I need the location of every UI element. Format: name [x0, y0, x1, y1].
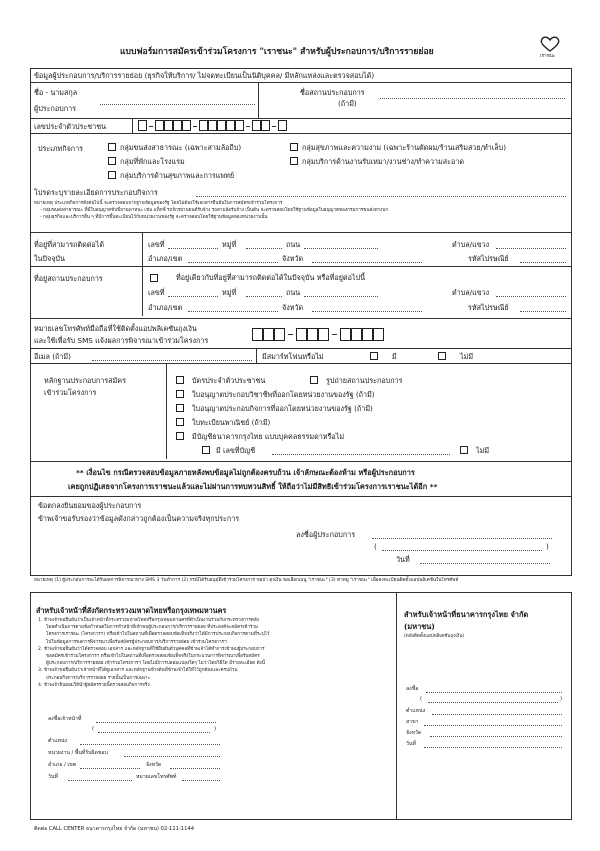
bank-branch-field[interactable]: [424, 725, 562, 726]
officer-date-field[interactable]: [68, 780, 132, 781]
officer-item: ประกอบกิจการ/บริการรายย่อย รายนั้นเป็นการเฉพาะ: [46, 675, 150, 681]
smartphone-yes-checkbox[interactable]: [370, 352, 378, 360]
officer-agency-field[interactable]: [124, 756, 220, 757]
ev-bank-checkbox[interactable]: [176, 432, 184, 440]
id-digit-box[interactable]: [278, 120, 287, 131]
email-field[interactable]: [92, 360, 252, 361]
email-label: อีเมล (ถ้ามี): [34, 352, 71, 361]
bank-branch-label: สาขา: [406, 719, 419, 725]
bank-province-label: จังหวัด: [406, 730, 422, 736]
id-label: เลขประจำตัวประชาชน: [34, 122, 106, 131]
warning-line-2: เคยถูกปฏิเสธจากโครงการเราชนะแล้วและไม่ผ่านการทบทวนสิทธิ์ ให้ถือว่าไม่มีสิทธิเข้าร่วมโครงการเราชนะได้อีก **: [68, 482, 438, 491]
bt-transport-checkbox[interactable]: [108, 143, 116, 151]
bank-yes-label: มี เลขที่บัญชี: [216, 446, 256, 455]
bank-no-label: ไม่มี: [476, 446, 490, 455]
bt-beauty-label: กลุ่มสุขภาพและความงาม (เฉพาะร้านตัดผม/ร้านเสริมสวย/ทำเล็บ): [302, 143, 507, 152]
phone-digit-box[interactable]: [307, 328, 318, 341]
officer-position-label: ตำแหน่ง: [48, 738, 68, 744]
id-digit-box[interactable]: [164, 120, 173, 131]
officer-phone-label: หมายเลขโทรศัพท์: [136, 774, 177, 780]
contact-address-label-2: ในปัจจุบัน: [34, 254, 65, 263]
ev-bank-question: มีบัญชีธนาคารกรุงไทย แบบบุคคลธรรมดาหรือไม่: [192, 432, 345, 441]
id-digit-box[interactable]: [155, 120, 164, 131]
bank-province-field[interactable]: [430, 736, 562, 737]
heart-logo-icon: [540, 36, 560, 52]
ev-license-prof-checkbox[interactable]: [176, 390, 184, 398]
ba-province-label: จังหวัด: [282, 303, 304, 312]
ev-id-card-checkbox[interactable]: [176, 376, 184, 384]
id-digit-separator: [246, 126, 250, 127]
bt-health-label: กลุ่มบริการด้านสุขภาพและการแพทย์: [120, 171, 235, 180]
officer-item: ไปในข้อมูลการขอการพิจารณาเพื่อรับสมัครผู้ประกอบการ/บริการรายย่อย เข้าร่วมโครงการฯ: [46, 639, 227, 645]
shop-name-label: ชื่อสถานประกอบการ: [300, 88, 365, 97]
id-digit-box[interactable]: [138, 120, 147, 131]
consent-heading: ข้อตกลงยินยอมของผู้ประกอบการ: [38, 501, 142, 510]
officer-item: โครงการเราชนะ (โครงการฯ) หรือเข้าไปในสถานที่เพื่อตรวจสอบข้อเท็จจริงว่าได้มีการประกอบกิจการตามที่ระบุไว้: [46, 632, 270, 638]
phone-digit-box[interactable]: [318, 328, 329, 341]
ca-no-label: เลขที่: [148, 240, 165, 249]
id-digit-box[interactable]: [173, 120, 182, 131]
id-digit-box[interactable]: [182, 120, 191, 131]
phone-digit-separator: [288, 334, 293, 335]
smartphone-yes-label: มี: [392, 352, 397, 361]
officer-item: 3. ข้าพเจ้าขอยืนยันว่าเจ้าหน้าที่ได้ดูเอกสาร และหลักฐานข้างต้นที่ข้าพเจ้าได้ให้ไว้ถูกต้องและครบถ้วน: [38, 668, 238, 674]
id-digit-box[interactable]: [226, 120, 235, 131]
consent-date-field[interactable]: [420, 563, 550, 564]
officer-agency-label: หน่วยงาน / พื้นที่รับผิดชอบ: [48, 750, 108, 756]
ca-moo-label: หมู่ที่: [222, 240, 237, 249]
bt-transport-label: กลุ่มขนส่งสาธารณะ (เฉพาะสามล้อถีบ): [120, 143, 242, 152]
bank-paren-right: ): [560, 696, 563, 702]
id-digit-separator: [149, 126, 153, 127]
ca-district-label: อำเภอ/เขต: [148, 254, 183, 263]
name-label: ชื่อ - นามสกุล: [34, 88, 78, 97]
phone-digit-box[interactable]: [351, 328, 362, 341]
smartphone-no-checkbox[interactable]: [438, 352, 446, 360]
phone-digit-separator: [332, 334, 337, 335]
bank-date-label: วันที่: [406, 741, 416, 747]
ev-license-biz-label: ใบอนุญาตประกอบกิจการที่ออกโดยหน่วยงานของรัฐ (ถ้ามี): [192, 404, 373, 413]
describe-field[interactable]: [196, 196, 566, 197]
id-digit-box[interactable]: [199, 120, 208, 131]
officer-paren-left: (: [92, 726, 95, 732]
phone-digit-box[interactable]: [263, 328, 274, 341]
officer-item: ผู้ประกอบการ/บริการรายย่อย เข้าร่วมโครงการฯ โดยไม่มีการปลอมแปลงใดๆ ไม่ว่าโดยวิธีใด มีรายละเอียด ดังนี้: [46, 661, 265, 667]
shop-optional-label: (ถ้ามี): [338, 99, 357, 108]
name-field[interactable]: [100, 104, 255, 105]
contact-address-label: ที่อยู่ที่สามารถติดต่อได้: [34, 240, 105, 249]
bt-hotel-label: กลุ่มที่พักและโรงแรม: [120, 157, 185, 166]
id-digit-box[interactable]: [235, 120, 244, 131]
officer-item: ขอสมัครเข้าร่วมโครงการฯ หรือเข้าไปในสถานที่เพื่อตรวจสอบข้อเท็จจริงในกระบวนการพิจารณาเพื่อรับสมัคร: [46, 653, 260, 659]
ca-province-label: จังหวัด: [282, 254, 304, 263]
phone-digit-box[interactable]: [362, 328, 373, 341]
phone-digit-box[interactable]: [296, 328, 307, 341]
bank-yes-checkbox[interactable]: [202, 446, 210, 454]
consent-sign-field[interactable]: [372, 538, 552, 539]
officer-item: โดยดำเนินการตามข้อกำหนดในการทำหน้าที่เข้าพบผู้ประกอบการ/บริการรายย่อย ที่ประสงค์จะสมัครเข้าร่วม: [46, 625, 259, 631]
bank-position-label: ตำแหน่ง: [406, 708, 426, 714]
consent-paren-right: ): [546, 542, 549, 551]
describe-label: โปรดระบุรายละเอียดการประกอบกิจการ: [34, 188, 158, 197]
business-note-3: - กลุ่มธุรกิจและบริการอื่น ๆ ที่มีการขึ้นทะเบียนไว้กับหน่วยงานของรัฐ จะตรวจสอบโดยใช้ฐานข้อมูลของหน่วยงานนั้น: [40, 215, 268, 220]
ba-subdistrict-label: ตำบล/แขวง: [452, 288, 490, 297]
bank-sub: (หลังติดตั้งแอปพลิเคชันถุงเงิน): [404, 634, 465, 639]
consent-footnote: หมายเหตุ (1) ผู้ประกอบการจะได้รับผลการพิจารณาทาง SMS 3 วันทำการ (2) กรณีได้รับอนุมัติเข้าร่วมโครงการ ขอบ่า ดุงเงิน ขอเลือกเมนู "เราชนะ" (3) ค่าหมู "เราชนะ" เพื่อลงทะเบียนติดตั้งแอปพลิเคชันในโทรศัพท์: [34, 578, 459, 583]
id-digit-box[interactable]: [261, 120, 270, 131]
ba-road-label: ถนน: [286, 288, 301, 297]
bt-hotel-checkbox[interactable]: [108, 157, 116, 165]
smartphone-label: มีสมาร์ทโฟนหรือไม่: [262, 352, 324, 361]
callcenter-footer: ติดต่อ CALL CENTER ธนาคารกรุงไทย จำกัด (มหาชน) 02-111-1144: [34, 826, 194, 832]
ca-subdistrict-label: ตำบล/แขวง: [452, 240, 490, 249]
ev-photo-label: รูปถ่ายสถานประกอบการ: [326, 376, 403, 385]
business-note-1: หมายเหตุ ประเภทกิจการดังต่อไปนี้ จะตรวจสอบจากฐานข้อมูลของรัฐ โดยไม่ต้องใช้เอกสารยืนยันในการสมัครเข้าร่วมโครงการ: [34, 201, 283, 206]
evidence-label-2: เข้าร่วมโครงการ: [44, 388, 97, 397]
phone-digit-box[interactable]: [373, 328, 384, 341]
officer-date-label: วันที่: [48, 774, 58, 780]
phone-digit-box[interactable]: [340, 328, 351, 341]
officer-position-field[interactable]: [80, 744, 220, 745]
logo: [532, 36, 568, 64]
ev-id-card-label: บัตรประจำตัวประชาชน: [192, 376, 266, 385]
id-digit-separator: [272, 126, 276, 127]
phone-label: หมายเลขโทรศัพท์มือถือที่ใช้ติดตั้งแอปพลิเคชันถุงเงิน: [34, 324, 197, 333]
ca-postcode-label: รหัสไปรษณีย์: [468, 254, 509, 263]
evidence-label: หลักฐานประกอบการสมัคร: [44, 376, 126, 385]
id-digit-box[interactable]: [252, 120, 261, 131]
officer-district-label: อำเภอ / เขต: [48, 762, 77, 768]
phone-label-2: และใช้เพื่อรับ SMS แจ้งผลการพิจารณาเข้าร่วมโครงการ: [34, 336, 209, 345]
officer-heading: สำหรับเจ้าหน้าที่สังกัดกระทรวงมหาดไทยหรือกรุงเทพมหานคร: [36, 606, 227, 615]
bank-heading: สำหรับเจ้าหน้าที่ธนาคารกรุงไทย จำกัด: [404, 610, 529, 619]
ev-photo-checkbox[interactable]: [310, 376, 318, 384]
id-digit-box[interactable]: [217, 120, 226, 131]
ev-license-prof-label: ใบอนุญาตประกอบวิชาชีพที่ออกโดยหน่วยงานของรัฐ (ถ้ามี): [192, 390, 375, 399]
smartphone-no-label: ไม่มี: [460, 352, 474, 361]
ba-moo-label: หมู่ที่: [222, 288, 237, 297]
officer-item: 4. ข้าพเจ้ายินยอมให้นำผู้สมัครรายนี้ตรวจสอบกิจการจริง: [38, 682, 150, 688]
id-digit-separator: [193, 126, 197, 127]
ba-district-label: อำเภอ/เขต: [148, 303, 183, 312]
bank-position-field[interactable]: [432, 714, 562, 715]
ba-no-label: เลขที่: [148, 288, 165, 297]
logo-text: เราชนะ: [540, 54, 556, 59]
consent-paren-left: (: [374, 542, 377, 551]
same-address-label: ที่อยู่เดียวกับที่อยู่ที่สามารถติดต่อได้ในปัจจุบัน หรือที่อยู่ต่อไปนี้: [176, 273, 365, 282]
ev-license-biz-checkbox[interactable]: [176, 404, 184, 412]
business-type-label: ประเภทกิจการ: [38, 144, 84, 153]
officer-paren-right: ): [214, 726, 217, 732]
consent-text: ข้าพเจ้าขอรับรองว่าข้อมูลดังกล่าวถูกต้องเป็นความจริงทุกประการ: [38, 514, 240, 523]
bt-contractor-label: กลุ่มบริการด้านงานรับเหมา/งานช่าง/ทำความสะอาด: [302, 157, 465, 166]
section1-heading: ข้อมูลผู้ประกอบการ/บริการรายย่อย (ธุรกิจให้บริการ/ ไม่จดทะเบียนเป็นนิติบุคคล/ มีหลักแหล่งและตรวจสอบได้): [34, 71, 375, 80]
officer-sign-label: ลงชื่อเจ้าหน้าที่: [48, 716, 82, 722]
bt-beauty-checkbox[interactable]: [290, 143, 298, 151]
officer-sign-field[interactable]: [96, 722, 216, 723]
business-note-2: - กลุ่มขนส่งสาธารณะ ที่มีใบอนุญาตขับขี่ยานพาหนะ เช่น แท็กซี่ รถจักรยานยนต์รับจ้าง รถสามล้อรับจ้าง เป็นต้น จะตรวจสอบโดยใช้ฐานข้อมูลใบอนุญาตของกรมการขนส่งทางบก: [40, 208, 389, 213]
officer-phone-field[interactable]: [182, 780, 220, 781]
bank-paren-left: (: [420, 696, 423, 702]
ba-postcode-label: รหัสไปรษณีย์: [468, 303, 509, 312]
warning-line-1: ** เงื่อนไข กรณีตรวจสอบข้อมูลภายหลังพบข้อมูลไม่ถูกต้องครบถ้วน เจ้าลักษณะต้องห้าม หรือผู้ประกอบการ: [76, 468, 415, 477]
bank-sign-label: ลงชื่อ: [406, 686, 419, 692]
officer-item: 1. ข้าพเจ้าขอยืนยันว่าเป็นเจ้าหน้าที่กระทรวงมหาดไทยหรือกรุงเทพมหานครที่ดำเนินงานร่วมกับกระทรวงการคลัง: [38, 618, 259, 623]
id-digit-box[interactable]: [208, 120, 217, 131]
phone-digit-box[interactable]: [274, 328, 285, 341]
bank-no-checkbox[interactable]: [460, 446, 468, 454]
bank-sign-field[interactable]: [426, 692, 562, 693]
phone-digit-box[interactable]: [252, 328, 263, 341]
phone-digit-boxes[interactable]: [252, 328, 452, 342]
bank-heading-2: (มหาชน): [404, 622, 435, 631]
consent-sign-label: ลงชื่อผู้ประกอบการ: [296, 530, 356, 539]
bt-contractor-checkbox[interactable]: [290, 157, 298, 165]
officer-item: 2. ข้าพเจ้าขอยืนยันว่าได้ตรวจสอบ เอกสาร และหลักฐานที่ใช้ยืนยันตัวบุคคลที่ข้าพเจ้าได้ทำการเข้าพบผู้ประกอบการ: [38, 646, 265, 652]
same-address-checkbox[interactable]: [150, 274, 158, 282]
name-label-2: ผู้ประกอบการ: [34, 104, 76, 113]
ev-commerce-label: ใบทะเบียนพาณิชย์ (ถ้ามี): [192, 418, 271, 427]
officer-province-label: จังหวัด: [146, 762, 162, 768]
officer-items: [38, 618, 392, 690]
bank-date-field[interactable]: [424, 747, 562, 748]
form-title: แบบฟอร์มการสมัครเข้าร่วมโครงการ "เราชนะ" สำหรับผู้ประกอบการ/บริการรายย่อย: [120, 47, 434, 57]
officer-district-field[interactable]: [80, 768, 140, 769]
officer-province-field[interactable]: [170, 768, 220, 769]
consent-date-label: วันที่: [396, 555, 410, 564]
bank-account-field[interactable]: [272, 454, 450, 455]
ca-road-label: ถนน: [286, 240, 301, 249]
ev-commerce-checkbox[interactable]: [176, 418, 184, 426]
shop-name-field[interactable]: [380, 98, 565, 99]
business-address-label: ที่อยู่สถานประกอบการ: [34, 274, 103, 283]
bt-health-checkbox[interactable]: [108, 171, 116, 179]
